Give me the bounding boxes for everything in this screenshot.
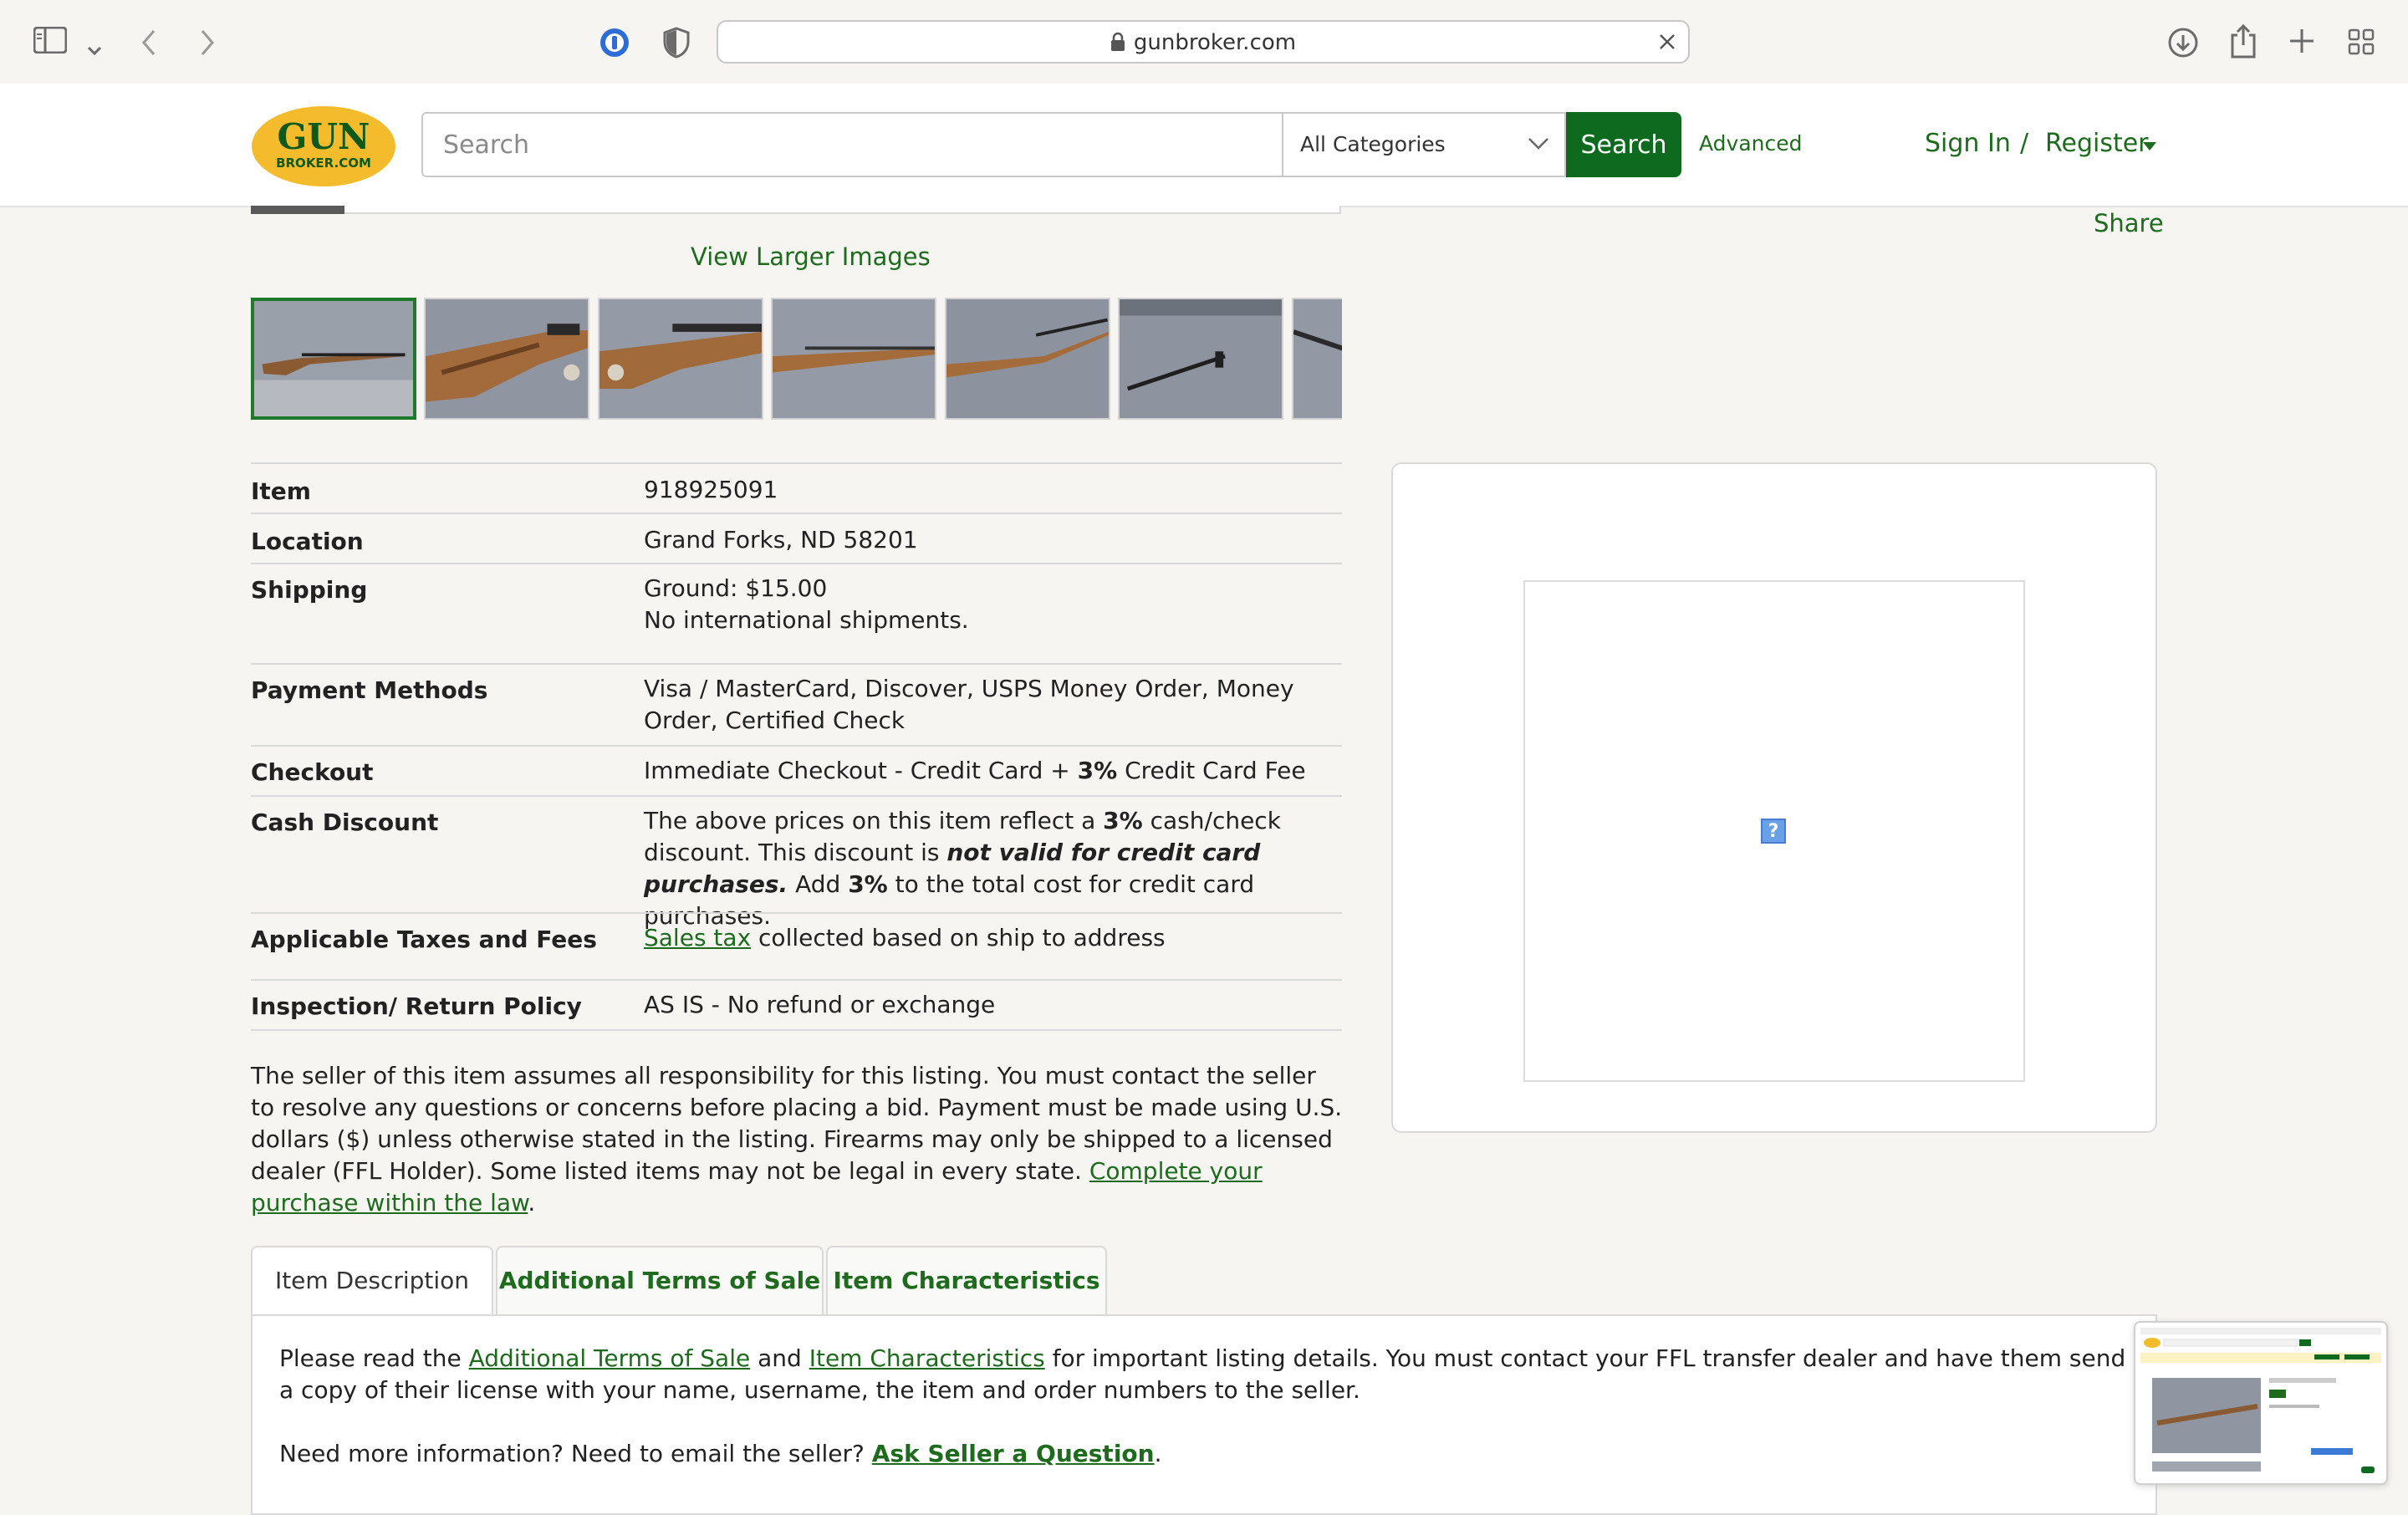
image-indicator bbox=[251, 206, 344, 214]
tab-additional-terms[interactable]: Additional Terms of Sale bbox=[496, 1246, 824, 1314]
detail-row-item bbox=[251, 462, 1342, 513]
cash-text-a: The above prices on this item reflect a bbox=[644, 807, 1104, 834]
cash-percent-2: 3% bbox=[848, 870, 888, 898]
shipping-value bbox=[644, 573, 1342, 636]
new-tab-icon[interactable] bbox=[2288, 27, 2316, 60]
thumbnail-2[interactable] bbox=[424, 298, 589, 420]
screenshot-thumbnail[interactable] bbox=[2134, 1321, 2388, 1485]
cash-text-d: to the total cost for credit card purchases. bbox=[644, 870, 1255, 930]
detail-row-taxes bbox=[251, 912, 1342, 979]
detail-row-payment bbox=[251, 663, 1342, 745]
taxes-value bbox=[644, 922, 1342, 954]
shipping-international: No international shipments. bbox=[644, 606, 969, 634]
caret-down-icon[interactable] bbox=[2143, 142, 2156, 150]
category-select-label: All Categories bbox=[1300, 132, 1446, 156]
browser-toolbar bbox=[0, 0, 2408, 84]
address-bar-text bbox=[718, 30, 1688, 58]
contact-paragraph bbox=[279, 1438, 1162, 1470]
share-icon[interactable] bbox=[2229, 23, 2258, 64]
thumbnail-4[interactable] bbox=[771, 298, 936, 420]
site-header bbox=[0, 84, 2408, 207]
detail-row-cash-discount bbox=[251, 795, 1342, 930]
p1-text-b: and bbox=[750, 1344, 809, 1372]
location-value: Grand Forks, ND 58201 bbox=[644, 526, 918, 553]
p2-text: Need more information? Need to email the seller? bbox=[279, 1440, 872, 1467]
cash-text-c: Add bbox=[788, 870, 849, 898]
detail-row-shipping bbox=[251, 563, 1342, 663]
forward-icon[interactable] bbox=[199, 28, 216, 62]
checkout-label: Checkout bbox=[251, 758, 374, 786]
privacy-shield-icon[interactable] bbox=[662, 27, 691, 64]
taxes-rest: collected based on ship to address bbox=[751, 924, 1166, 951]
logo-text-top: GUN bbox=[277, 116, 370, 157]
seller-disclaimer bbox=[251, 1060, 1346, 1219]
description-paragraph bbox=[279, 1343, 2135, 1406]
password-manager-icon[interactable] bbox=[599, 27, 630, 64]
thumbnail-6[interactable] bbox=[1118, 298, 1283, 420]
tab-panel-description bbox=[251, 1314, 2157, 1515]
close-icon[interactable] bbox=[1658, 28, 1676, 58]
category-select[interactable] bbox=[1282, 112, 1566, 177]
thumbnail-1[interactable] bbox=[251, 298, 416, 420]
p1-text-a: Please read the bbox=[279, 1344, 469, 1372]
detail-row-return-policy bbox=[251, 979, 1342, 1031]
item-label: Item bbox=[251, 477, 311, 505]
tab-item-description[interactable]: Item Description bbox=[251, 1246, 493, 1316]
p1-text-c: for important listing details. You must contact your FFL transfer dealer and have them send a copy of their license with your name, username, the item and order numbers to the seller. bbox=[279, 1344, 2126, 1404]
lock-icon bbox=[1110, 32, 1125, 58]
chevron-down-icon[interactable] bbox=[87, 33, 102, 62]
shipping-label: Shipping bbox=[251, 576, 368, 604]
sign-in-link[interactable]: Sign In bbox=[1925, 129, 2011, 158]
thumbnail-5[interactable] bbox=[945, 298, 1110, 420]
p2-end: . bbox=[1154, 1440, 1162, 1467]
checkout-fee-percent: 3% bbox=[1077, 757, 1118, 784]
cash-text-b: cash/check discount. This discount is bbox=[644, 807, 1281, 866]
tab-overview-icon[interactable] bbox=[2348, 28, 2375, 60]
item-characteristics-link[interactable]: Item Characteristics bbox=[809, 1344, 1045, 1372]
return-policy-value: AS IS - No refund or exchange bbox=[644, 991, 996, 1018]
auth-separator: / bbox=[2020, 129, 2029, 158]
advanced-search-link[interactable]: Advanced bbox=[1699, 131, 1803, 156]
url-text: gunbroker.com bbox=[1133, 30, 1297, 55]
detail-row-location bbox=[251, 513, 1342, 563]
return-policy-label: Inspection/ Return Policy bbox=[251, 992, 582, 1020]
screenshot-thumbnail-image bbox=[2135, 1323, 2386, 1483]
ask-seller-link[interactable]: Ask Seller a Question bbox=[871, 1440, 1155, 1467]
thumbnail-3[interactable] bbox=[598, 298, 763, 420]
search-input[interactable] bbox=[421, 112, 1283, 177]
cash-discount-label: Cash Discount bbox=[251, 809, 439, 836]
download-icon[interactable] bbox=[2167, 27, 2199, 64]
detail-row-checkout bbox=[251, 745, 1342, 795]
back-icon[interactable] bbox=[140, 28, 157, 62]
thumbnail-7[interactable] bbox=[1292, 298, 1342, 420]
checkout-text-pre: Immediate Checkout - Credit Card + bbox=[644, 757, 1078, 784]
view-larger-images-link[interactable]: View Larger Images bbox=[691, 242, 931, 271]
payment-methods-label: Payment Methods bbox=[251, 676, 488, 704]
checkout-text-post: Credit Card Fee bbox=[1117, 757, 1306, 784]
payment-methods-value: Visa / MasterCard, Discover, USPS Money Order, Money Order, Certified Check bbox=[644, 675, 1294, 734]
item-details-table bbox=[251, 462, 1342, 1031]
chevron-down-icon bbox=[1528, 130, 1548, 156]
search-button[interactable]: Search bbox=[1566, 112, 1681, 177]
broken-image-icon: ? bbox=[1761, 819, 1786, 844]
address-bar[interactable] bbox=[717, 20, 1690, 64]
location-label: Location bbox=[251, 528, 364, 555]
cash-not-valid: not valid for credit card purchases. bbox=[644, 839, 1261, 898]
sales-tax-link[interactable]: Sales tax bbox=[644, 924, 752, 951]
gunbroker-logo[interactable] bbox=[251, 105, 396, 187]
taxes-label: Applicable Taxes and Fees bbox=[251, 926, 597, 953]
disclaimer-end: . bbox=[528, 1189, 536, 1217]
main-image-frame bbox=[251, 206, 1341, 214]
item-number: 918925091 bbox=[644, 476, 778, 503]
additional-terms-link[interactable]: Additional Terms of Sale bbox=[468, 1344, 751, 1372]
share-link[interactable]: Share bbox=[2094, 209, 2164, 237]
shipping-ground: Ground: $15.00 bbox=[644, 574, 828, 602]
register-link[interactable]: Register bbox=[2045, 129, 2149, 158]
checkout-value bbox=[644, 755, 1342, 787]
thumbnail-strip bbox=[251, 298, 1342, 421]
logo-text-bottom: BROKER.COM bbox=[276, 156, 371, 171]
cash-percent-1: 3% bbox=[1103, 807, 1143, 834]
sidebar-icon[interactable] bbox=[33, 27, 67, 59]
tab-item-characteristics[interactable]: Item Characteristics bbox=[826, 1246, 1107, 1314]
disclaimer-text: The seller of this item assumes all responsibility for this listing. You must contact the seller to resolve any questions or concerns before placing a bid. Payment must be made using U.S. dollars ($) unless otherwise stated in the listing. Firearms may only be shipped to a licensed dealer (FFL Holder). Some listed items may not be legal in every state. bbox=[251, 1062, 1343, 1185]
purchase-within-law-link[interactable]: Complete your purchase within the law bbox=[251, 1157, 1263, 1217]
